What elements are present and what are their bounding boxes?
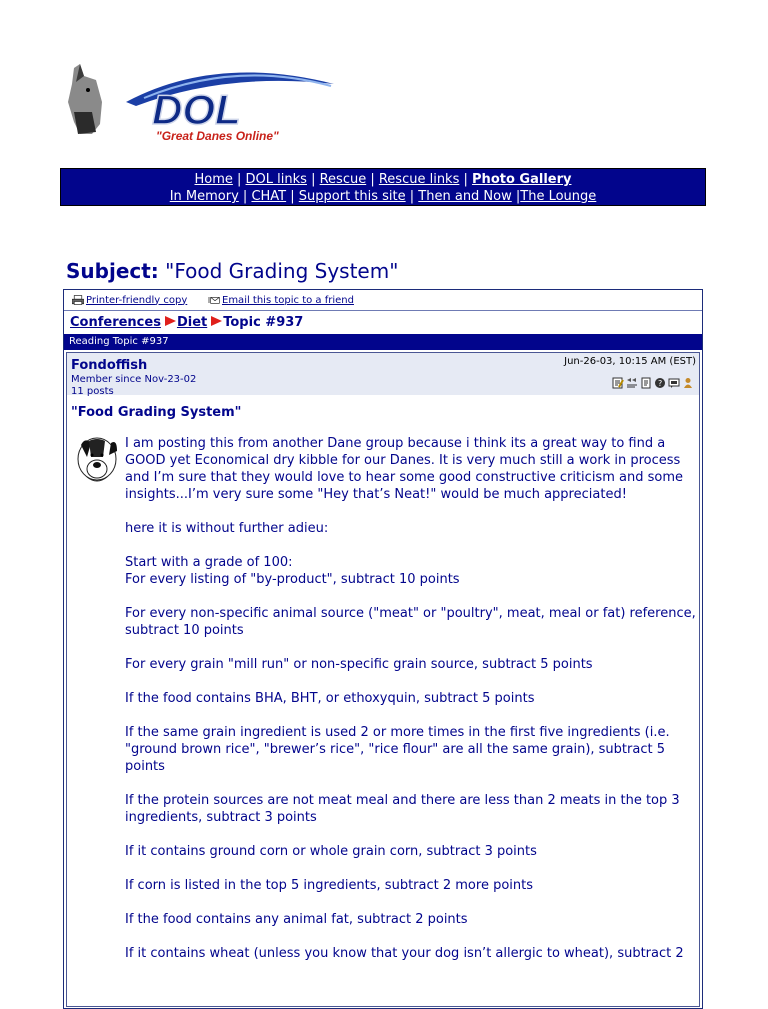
dog-avatar-icon xyxy=(75,435,121,487)
nav-row-1: Home | DOL links | Rescue | Rescue links | Photo Gallery xyxy=(194,172,572,187)
nav-then-and-now-link[interactable]: Then and Now xyxy=(418,189,512,204)
post-paragraph: here it is without further adieu: xyxy=(125,521,329,536)
nav-in-memory-link[interactable]: In Memory xyxy=(169,189,239,204)
post-body xyxy=(125,435,697,979)
post-header xyxy=(67,353,699,395)
nav-lounge-link[interactable]: The Lounge xyxy=(520,189,597,204)
post xyxy=(66,352,700,1007)
post-paragraph: If the food contains any animal fat, subtract 2 points xyxy=(125,912,468,927)
nav-row-2: In Memory | CHAT | Support this site | Then and Now |The Lounge xyxy=(169,189,597,204)
post-paragraph: For every grain "mill run" or non-specific grain source, subtract 5 points xyxy=(125,657,593,672)
subject-title: "Food Grading System" xyxy=(165,259,399,283)
nav-rescue-link[interactable]: Rescue xyxy=(319,172,367,187)
action-row xyxy=(64,290,702,310)
site-logo[interactable] xyxy=(66,62,336,144)
breadcrumb-conferences[interactable]: Conferences xyxy=(70,315,161,330)
nav-dol-links-link[interactable]: DOL links xyxy=(245,172,307,187)
post-paragraph: I am posting this from another Dane group because i think its a great way to find a GOOD yet Economical dry kibble for our Danes. It is very much still a work in process and I’m sure that they would love to hear some good constructive criticism and some insights...I’m very sure some "Hey that’s Neat!" would be much appreciated! xyxy=(125,436,683,502)
post-paragraph: If the same grain ingredient is used 2 or more times in the first five ingredients (i.e. "ground brown rice", "brewer’s rice", "rice flour" are all the same grain), subtract 5 points xyxy=(125,725,670,774)
breadcrumb xyxy=(64,310,702,334)
printer-friendly-link[interactable]: Printer-friendly copy xyxy=(86,294,188,306)
svg-text:?: ? xyxy=(658,379,663,388)
post-paragraph: If the food contains BHA, BHT, or ethoxyquin, subtract 5 points xyxy=(125,691,535,706)
arrow-right-icon xyxy=(211,316,222,326)
nav-home-link[interactable]: Home xyxy=(194,172,233,187)
document-icon[interactable] xyxy=(640,377,652,389)
top-navigation xyxy=(60,168,706,206)
printer-icon xyxy=(72,294,84,306)
edit-icon[interactable] xyxy=(612,377,624,389)
post-paragraph: Start with a grade of 100: For every listing of "by-product", subtract 10 points xyxy=(125,555,460,587)
logo-wordmark: DOL xyxy=(152,86,241,133)
message-icon[interactable] xyxy=(668,377,680,389)
post-paragraph: If corn is listed in the top 5 ingredients, subtract 2 more points xyxy=(125,878,533,893)
post-date: Jun-26-03, 10:15 AM (EST) xyxy=(564,356,696,367)
email-action[interactable] xyxy=(208,294,354,306)
author-name[interactable]: Fondoffish xyxy=(71,358,148,373)
subject-label: Subject: xyxy=(66,259,159,283)
nav-support-link[interactable]: Support this site xyxy=(298,189,406,204)
nav-photo-gallery-link[interactable]: Photo Gallery xyxy=(472,172,572,187)
quote-reply-icon[interactable] xyxy=(626,377,638,389)
arrow-right-icon xyxy=(165,316,176,326)
user-profile-icon[interactable] xyxy=(682,377,694,389)
post-title: "Food Grading System" xyxy=(71,405,242,420)
great-dane-logo-icon xyxy=(66,62,336,144)
reading-topic-bar: Reading Topic #937 xyxy=(64,334,702,350)
breadcrumb-diet[interactable]: Diet xyxy=(176,315,208,330)
member-since: Member since Nov-23-02 xyxy=(71,374,197,385)
topic-container xyxy=(63,289,703,1009)
post-count: 11 posts xyxy=(71,386,114,397)
page-title xyxy=(66,259,398,283)
post-paragraph: For every non-specific animal source ("meat" or "poultry", meat, meal or fat) reference, subtract 10 points xyxy=(125,606,696,638)
email-topic-link[interactable]: Email this topic to a friend xyxy=(222,294,354,306)
post-paragraph: If the protein sources are not meat meal and there are less than 2 meats in the top 3 ingredients, subtract 3 points xyxy=(125,793,680,825)
logo-tagline: "Great Danes Online" xyxy=(156,129,279,143)
help-icon[interactable] xyxy=(654,377,666,389)
nav-chat-link[interactable]: CHAT xyxy=(251,189,287,204)
print-action[interactable] xyxy=(72,294,187,306)
breadcrumb-topic: Topic #937 xyxy=(223,315,304,330)
post-paragraph: If it contains wheat (unless you know that your dog isn’t allergic to wheat), subtract 2 xyxy=(125,946,684,961)
nav-rescue-links-link[interactable]: Rescue links xyxy=(378,172,460,187)
post-paragraph: If it contains ground corn or whole grain corn, subtract 3 points xyxy=(125,844,537,859)
email-icon xyxy=(208,294,220,306)
post-tools xyxy=(612,377,694,389)
